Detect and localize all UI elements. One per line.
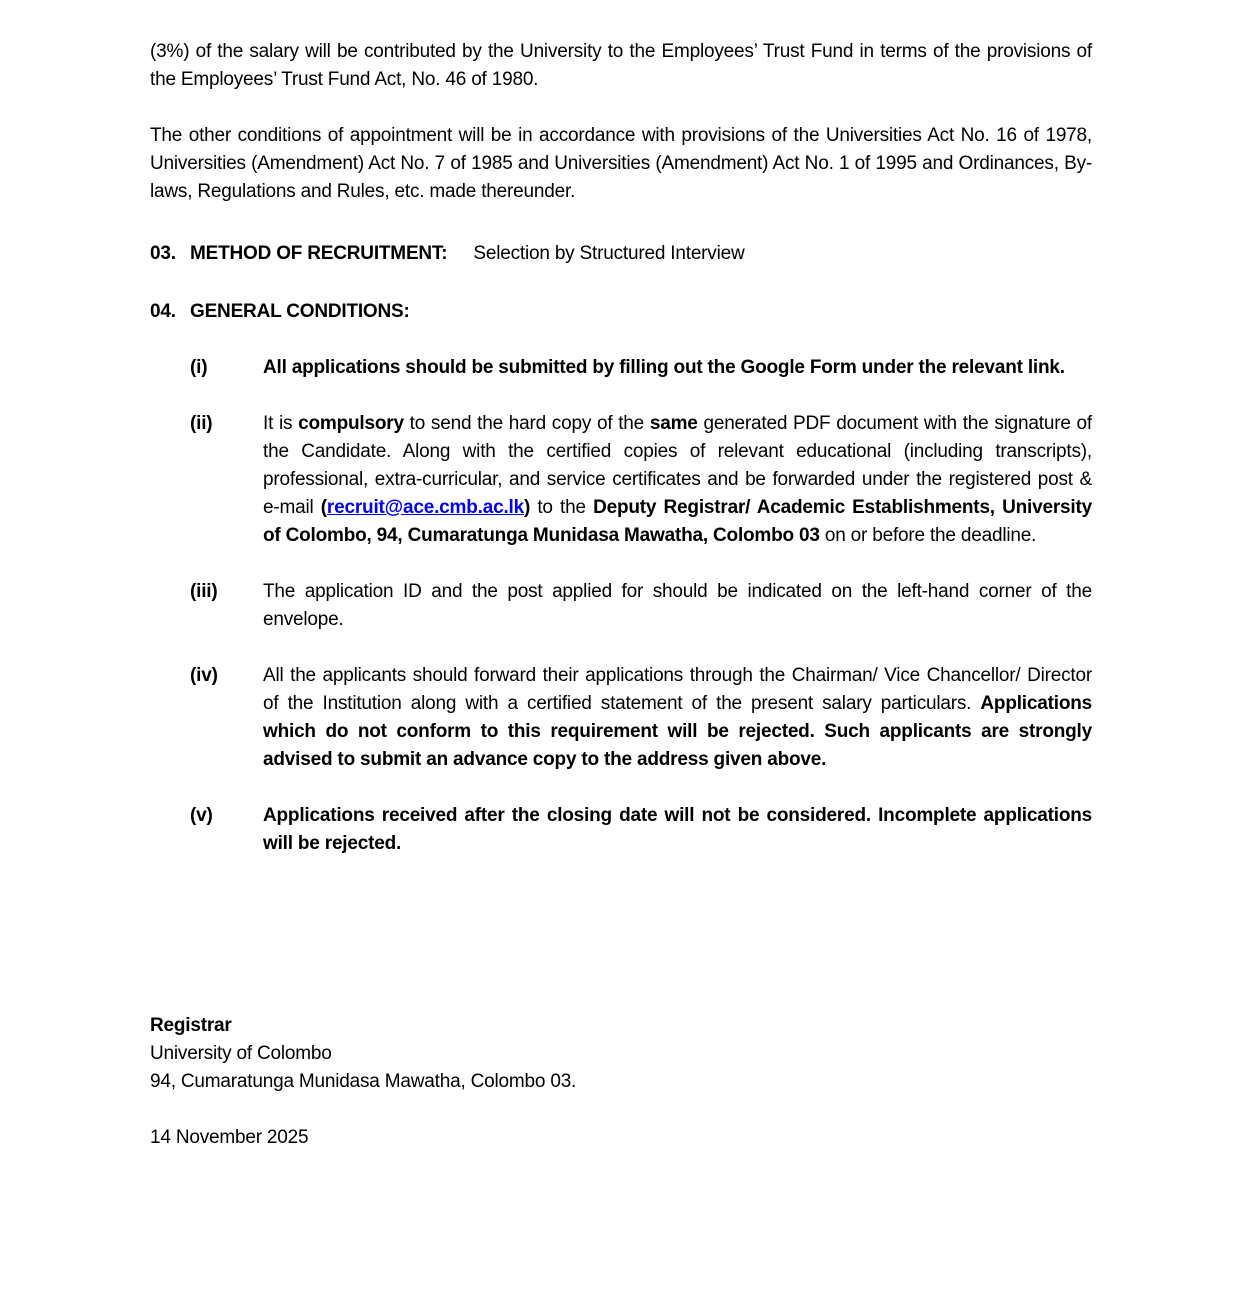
signature-address: 94, Cumaratunga Munidasa Mawatha, Colombo 03. [150,1071,577,1092]
condition-text [263,354,1092,382]
condition-text-segment: to send the hard copy of the [403,413,650,434]
document-date: 14 November 2025 [150,1127,309,1148]
condition-text [263,410,1092,550]
condition-text-segment: Applications received after the closing date will not be considered. Incomplete applications will be rejected. [263,805,1092,854]
signature-organization: University of Colombo [150,1043,332,1064]
condition-text-segment: The application ID and the post applied for should be indicated on the left-hand corner of the envelope. [263,581,1092,630]
close-paren: ) [523,497,531,518]
condition-marker: (v) [190,805,213,826]
condition-item-iv [190,662,1092,774]
condition-item-v [190,802,1092,858]
section-general-conditions [150,298,1092,326]
condition-text-segment: All applications should be submitted by filling out the Google Form under the relevant link. [263,357,1065,378]
paragraph-etf-contribution: (3%) of the salary will be contributed by the University to the Employees’ Trust Fund in terms of the provisions of the Employees’ Trust Fund Act, No. 46 of 1980. [150,41,1092,90]
condition-text-segment: same [649,413,698,434]
section-title: METHOD OF RECRUITMENT: [190,243,448,264]
condition-text [263,802,1092,858]
open-paren: ( [320,497,327,518]
condition-text-segment: Applications which do not conform to this requirement will be rejected. Such applicants are strongly advised to submit an advance copy to the address given above. [263,693,1092,770]
section-value: Selection by Structured Interview [473,243,745,264]
condition-text [263,662,1092,774]
condition-item-i [190,354,1092,382]
condition-item-iii [190,578,1092,634]
condition-text-segment: generated PDF document with the signature of the Candidate. Along with the certified copies of relevant educational (including transcripts), professional, extra-curricular, and service certificates and be forwarded under the registered post & e-mail [263,413,1092,518]
condition-text-segment: compulsory [298,413,404,434]
condition-text-segment: It is [263,413,299,434]
condition-item-ii [190,410,1092,550]
signature-block [150,1012,1092,1096]
section-number: 03. [150,243,176,264]
condition-text-segment: All the applicants should forward their applications through the Chairman/ Vice Chancellor/ Director of the Institution along with a certified statement of the present salary particulars. [263,665,1092,714]
section-number: 04. [150,301,176,322]
condition-marker: (ii) [190,413,213,434]
condition-text-segment: Deputy Registrar/ Academic Establishments, University of Colombo, 94, Cumaratunga Munidasa Mawatha, Colombo 03 [263,497,1092,546]
section-title: GENERAL CONDITIONS: [190,301,410,322]
condition-text-segment: on or before the deadline. [819,525,1037,546]
condition-text-segment: to the [530,497,594,518]
paragraph-other-conditions: The other conditions of appointment will be in accordance with provisions of the Universities Act No. 16 of 1978, Universities (Amendment) Act No. 7 of 1985 and Universities (Amendment) Act No. 1 of 1995 and Ordinances, By-laws, Regulations and Rules, etc. made thereunder. [150,125,1092,202]
email-link[interactable]: recruit@ace.cmb.ac.lk [326,497,524,518]
condition-text [263,578,1092,634]
condition-marker: (i) [190,357,208,378]
condition-marker: (iv) [190,665,218,686]
condition-marker: (iii) [190,581,218,602]
signature-name: Registrar [150,1015,232,1036]
section-method-of-recruitment [150,240,1092,268]
